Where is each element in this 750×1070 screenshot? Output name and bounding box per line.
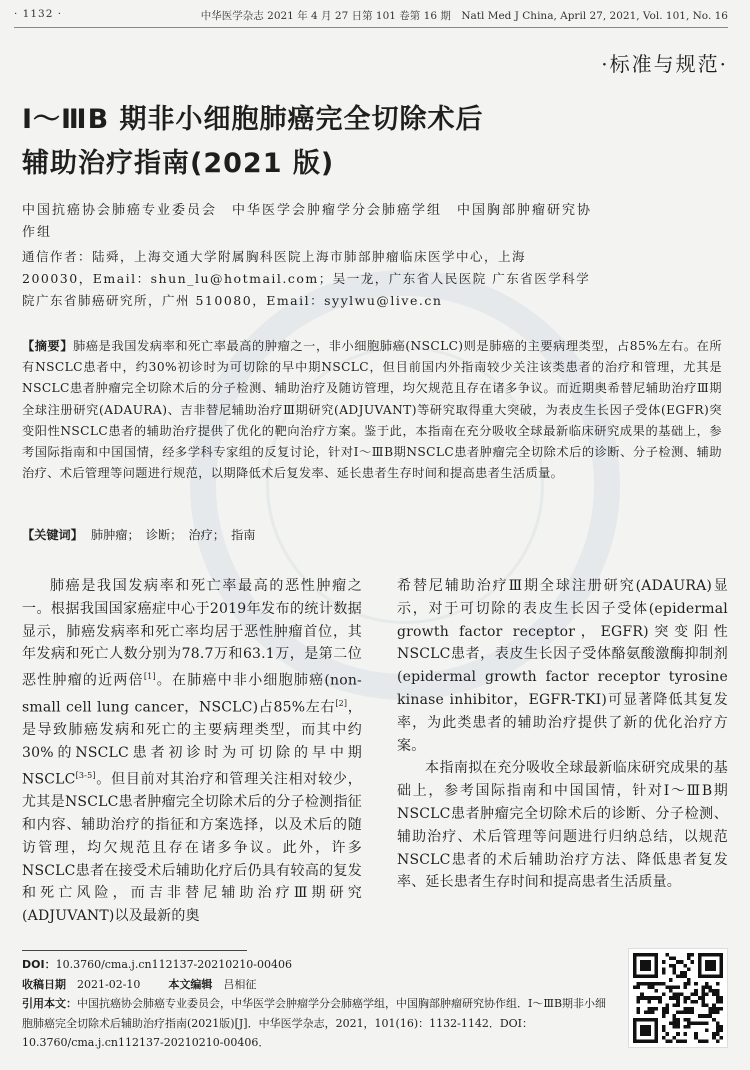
corresponding-authors: 通信作者：陆舜，上海交通大学附属胸科医院上海市肺部肿瘤临床医学中心，上海 200030，Email：shun_lu@hotmail.com；吴一龙，广东省人民医院 广东省医学科学院广东省肺癌研究所，广州 510080，Email：syylwu@live.cn (22, 249, 591, 308)
abstract (22, 336, 722, 484)
received-line: 收稿日期 2021-02-10 本文编辑 吕相征 (22, 977, 257, 991)
body-column-right (397, 575, 728, 894)
body-paragraph-1-continued: 希替尼辅助治疗Ⅲ期全球注册研究(ADAURA)显示，对于可切除的表皮生长因子受体(epidermal growth factor receptor，EGFR)突变阳性NSCLC患者，表皮生长因子受体酪氨酸激酶抑制剂(epidermal growth factor receptor tyrosine kinase inhibitor，EGFR-TKI)可显著降低其复发率，为此类患者的辅助治疗提供了新的优化治疗方案。 (397, 578, 728, 754)
article-title (22, 98, 622, 186)
journal-citation-line: 中华医学杂志 2021 年 4 月 27 日第 101 卷第 16 期 Natl Med J China, April 27, 2021, Vol. 101, No. 16 (200, 10, 728, 22)
article-footer (22, 955, 612, 1053)
footer-divider (22, 950, 247, 951)
abstract-label: 【摘要】 (22, 339, 74, 353)
title-line-1: Ⅰ～ⅢB 期非小细胞肺癌完全切除术后 (22, 104, 484, 135)
column-tag: ·标准与规范· (601, 52, 728, 76)
citation: 引用本文：中国抗癌协会肺癌专业委员会，中华医学会肿瘤学分会肺癌学组，中国胸部肿瘤研究协作组．Ⅰ～ⅢB期非小细胞肺癌完全切除术后辅助治疗指南(2021版)[J]．中华医学杂志，2021，101(16)：1132-1142．DOI：10.3760/cma.j.cn112137-20210210-00406． (22, 997, 607, 1049)
body-column-left (22, 575, 362, 928)
running-header (14, 8, 728, 28)
abstract-text: 肺癌是我国发病率和死亡率最高的肿瘤之一，非小细胞肺癌(NSCLC)则是肺癌的主要病理类型，占85%左右。在所有NSCLC患者中，约30%初诊时为可切除的早中期NSCLC，但目前国内外指南较少关注该类患者的治疗和管理，尤其是NSCLC患者肿瘤完全切除术后的分子检测、辅助治疗及随访管理，均欠规范且存在诸多争议。而近期奥希替尼辅助治疗Ⅲ期全球注册研究(ADAURA)、吉非替尼辅助治疗Ⅲ期研究(ADJUVANT)等研究取得重大突破，为表皮生长因子受体(EGFR)突变阳性NSCLC患者的辅助治疗提供了优化的靶向治疗方案。鉴于此，本指南在充分吸收全球最新临床研究成果的基础上，参考国际指南和中国国情，经多学科专家组的反复讨论，针对Ⅰ～ⅢB期NSCLC患者肿瘤完全切除术后的诊断、分子检测、辅助治疗、术后管理等问题进行规范，以期降低术后复发率、延长患者生存时间和提高患者生活质量。 (22, 339, 722, 481)
title-line-2: 辅助治疗指南(2021 版) (22, 148, 335, 179)
doi-line: DOI：10.3760/cma.j.cn112137-20210210-00406 (22, 958, 292, 971)
body-paragraph-1: 肺癌是我国发病率和死亡率最高的恶性肿瘤之一。根据我国国家癌症中心于2019年发布的统计数据显示，肺癌发病率和死亡率均居于恶性肿瘤首位，其年发病和死亡人数分别为78.7万和63.1万，是第二位恶性肿瘤的近两倍[1]。在肺癌中非小细胞肺癌(non-small cell lung cancer，NSCLC)占85%左右[2]，是导致肺癌发病和死亡的主要病理类型，而其中约30%的NSCLC患者初诊时为可切除的早中期NSCLC[3-5]。但目前对其治疗和管理关注相对较少，尤其是NSCLC患者肿瘤完全切除术后的分子检测指征和内容、辅助治疗的指征和方案选择，以及术后的随访管理，均欠规范且存在诸多争议。此外，许多NSCLC患者在接受术后辅助化疗后仍具有较高的复发和死亡风险，而吉非替尼辅助治疗Ⅲ期研究(ADJUVANT)以及最新的奥 (22, 578, 362, 925)
reference-marker[interactable]: [2] (335, 698, 348, 708)
author-groups: 中国抗癌协会肺癌专业委员会 中华医学会肿瘤学分会肺癌学组 中国胸部肿瘤研究协作组 (22, 203, 593, 240)
keywords-text: 肺肿瘤； 诊断； 治疗； 指南 (90, 528, 256, 542)
keywords (22, 525, 722, 545)
qr-code-icon[interactable] (628, 948, 728, 1048)
doi-link[interactable]: 10.3760/cma.j.cn112137-20210210-00406 (55, 958, 292, 971)
reference-marker[interactable]: [1] (143, 672, 156, 682)
reference-marker[interactable]: [3-5] (75, 770, 96, 780)
page-number: · 1132 · (14, 8, 63, 20)
body-paragraph-2: 本指南拟在充分吸收全球最新临床研究成果的基础上，参考国际指南和中国国情，针对Ⅰ～ⅢB期NSCLC患者肿瘤完全切除术后的诊断、分子检测、辅助治疗、术后管理等问题进行归纳总结，以规范NSCLC患者的术后辅助治疗方法、降低患者复发率、延长患者生存时间和提高患者生活质量。 (397, 760, 728, 891)
keywords-label: 【关键词】 (22, 528, 83, 542)
